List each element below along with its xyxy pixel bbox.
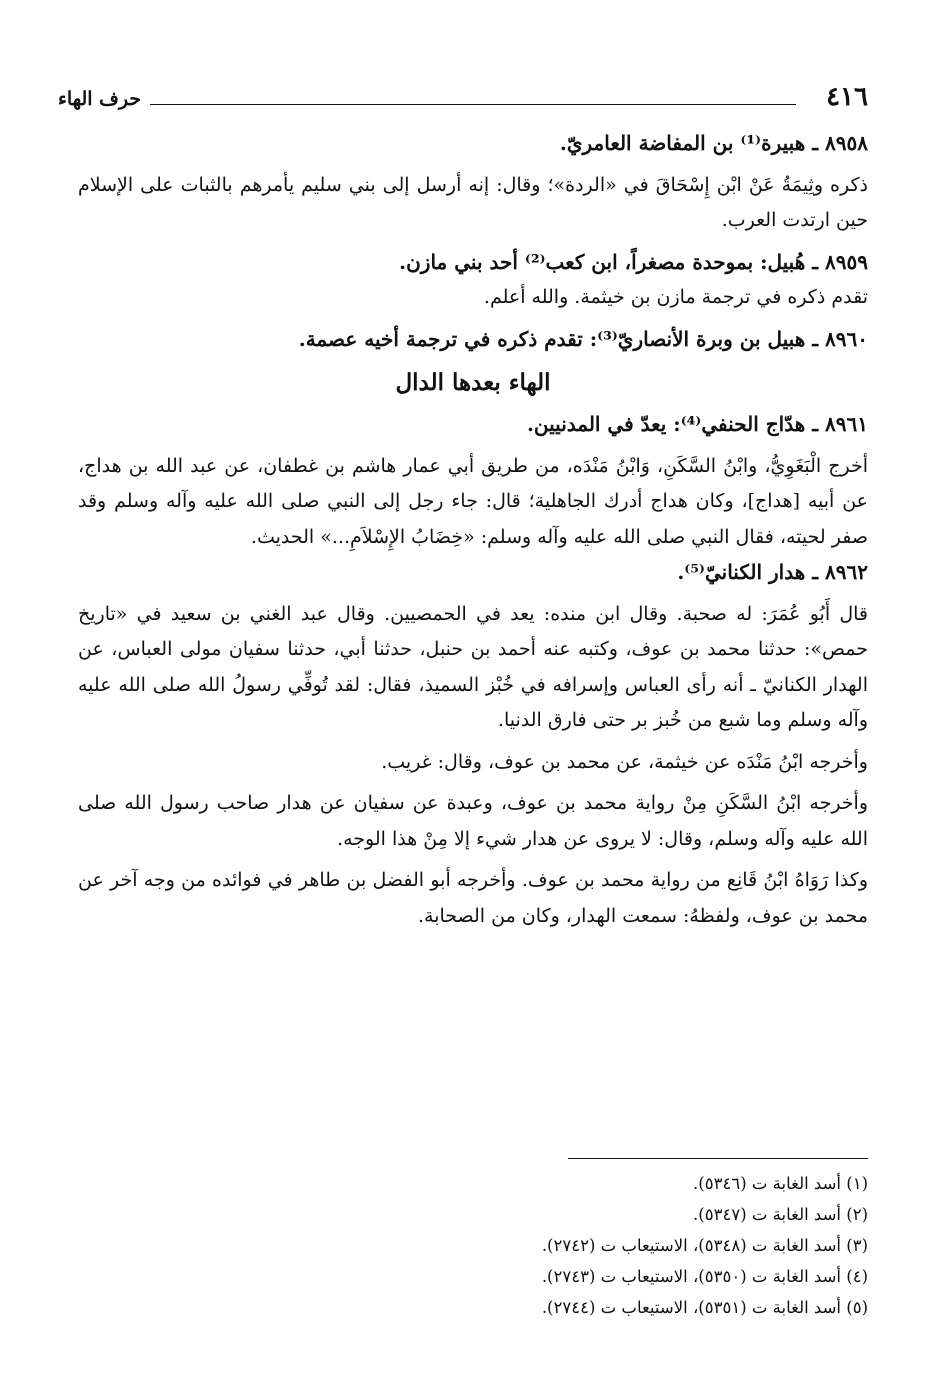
entry-heading: ٨٩٥٨ ـ هبيرة⁽¹⁾ بن المفاضة العامريّ. <box>559 131 868 155</box>
footnote: (٢) أسد الغابة ت (٥٣٤٧). <box>693 1205 868 1224</box>
entry-body: وأخرجه ابْنُ مَنْدَه عن خيثمة، عن محمد بن عوف، وقال: غريب. <box>381 750 868 773</box>
entry-8958 <box>78 126 868 239</box>
footnote: (٥) أسد الغابة ت (٥٣٥١)، الاستيعاب ت (٢٧٤٤). <box>541 1298 868 1317</box>
header-rule <box>150 104 796 105</box>
section-heading: الهاء بعدها الدال <box>395 369 551 396</box>
entry-8962 <box>78 555 868 934</box>
entry-body: تقدم ذكره في ترجمة مازن بن خيثمة. والله أعلم. <box>483 286 868 308</box>
entry-body: وكذا رَوَاهُ ابْنُ قَانِع من رواية محمد بن عوف. وأخرجه أبو الفضل بن طاهر في فوائده من وجه آخر عن محمد بن عوف، ولفظهُ: سمعت الهدار، وكان من الصحابة. <box>78 869 868 927</box>
entry-8960 <box>78 322 868 358</box>
entry-body: وأخرجه ابْنُ السَّكَنِ مِنْ رواية محمد بن عوف، وعبدة عن سفيان عن هدار صاحب رسول الله صلى الله عليه وآله وسلم، وقال: لا يروى عن هدار شيء إلا مِنْ هذا الوجه. <box>78 792 868 850</box>
entry-heading: ٨٩٦٢ ـ هدار الكنانيّ⁽⁵⁾. <box>677 560 868 584</box>
footnotes <box>168 1168 868 1323</box>
entry-heading: ٨٩٦١ ـ هدّاج الحنفي⁽⁴⁾: يعدّ في المدنيين. <box>526 412 868 436</box>
running-title: حرف الهاء <box>58 88 142 110</box>
footnote: (٤) أسد الغابة ت (٥٣٥٠)، الاستيعاب ت (٢٧٤٣). <box>541 1267 868 1286</box>
footnote-separator <box>568 1158 868 1159</box>
page-header <box>58 82 868 118</box>
footnote: (١) أسد الغابة ت (٥٣٤٦). <box>693 1174 868 1193</box>
entry-body: قال أَبُو عُمَرَ: له صحبة. وقال ابن منده: يعد في الحمصيين. وقال عبد الغني بن سعيد في «تاريخ حمص»: حدثنا محمد بن عوف، وكتبه عنه أحمد بن حنبل، حدثنا أبي، حدثنا سفيان مولى العباس، عن الهدار الكنانيّ ـ أنه رأى العباس وإسرافه في خُبْز السميذ، فقال: لقد تُوفِّي رسولُ الله صلى الله عليه وآله وسلم وما شبع من خُبز بر حتى فارق الدنيا. <box>78 602 868 731</box>
entry-heading: ٨٩٦٠ ـ هبيل بن وبرة الأنصاريّ⁽³⁾: تقدم ذكره في ترجمة أخيه عصمة. <box>298 326 868 351</box>
entry-body: أخرج الْبَغَوِيُّ، وابْنُ السَّكَنِ، وَابْنُ مَنْدَه، من طريق أبي عمار هاشم بن غطفان، عن عبد الله بن هداج، عن أبيه [هداج]، وكان هداج أدرك الجاهلية؛ قال: جاء رجل إلى النبي صلى الله عليه وآله وسلم وقد صفر لحيته، فقال النبي صلى الله عليه وآله وسلم: «خِضَابُ الإِسْلاَمِ...» الحديث. <box>78 454 868 548</box>
entry-heading: ٨٩٥٩ ـ هُبيل: بموحدة مصغراً، ابن كعب⁽²⁾ أحد بني مازن. <box>399 249 868 274</box>
page-number: ٤١٦ <box>826 82 868 112</box>
main-text <box>78 126 868 934</box>
entry-8959 <box>78 245 868 316</box>
footnote: (٣) أسد الغابة ت (٥٣٤٨)، الاستيعاب ت (٢٧٤٢). <box>541 1236 868 1255</box>
entry-8961 <box>78 407 868 555</box>
entry-body: ذكره وثِيمَةُ عَنْ ابْن إِسْحَاقَ في «الردة»؛ وقال: إنه أرسل إلى بني سليم يأمرهم بالثبات على الإسلام حين ارتدت العرب. <box>78 173 868 231</box>
